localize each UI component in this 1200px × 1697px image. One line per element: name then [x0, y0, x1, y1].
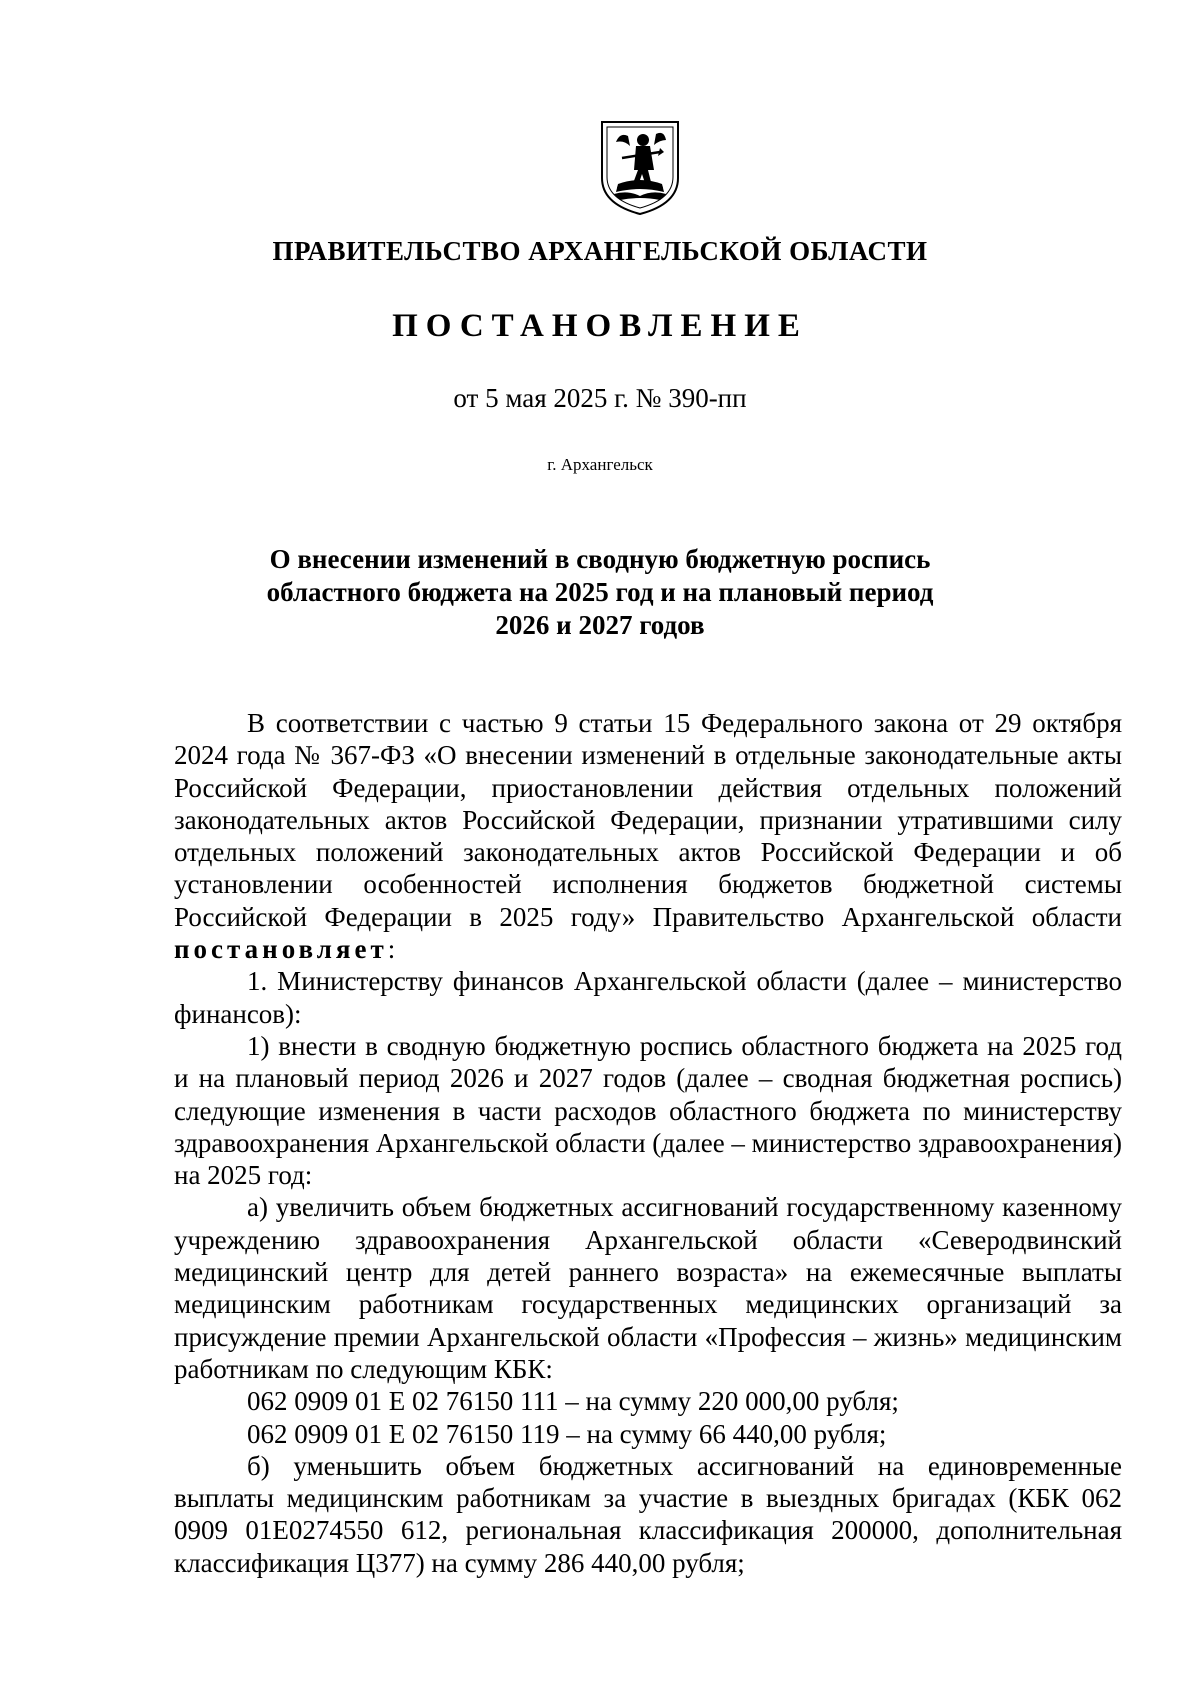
item-1-1: 1) внести в сводную бюджетную роспись областного бюджета на 2025 год и на плановый период 2026 и 2027 годов (далее – сводная бюджетная роспись) следующие изменения в части расходов областного бюджета по министерству здравоохранения Архангельской области (далее – министерство здравоохранения) на 2025 год:	[174, 1030, 1122, 1191]
kbk-line: 062 0909 01 Е 02 76150 111 – на сумму 220 000,00 рубля;	[247, 1386, 899, 1417]
organization-name: ПРАВИТЕЛЬСТВО АРХАНГЕЛЬСКОЙ ОБЛАСТИ	[272, 236, 928, 266]
date-number: от 5 мая 2025 г. № 390-пп	[453, 383, 747, 413]
preamble-text: В соответствии с частью 9 статьи 15 Федерального закона от 29 октября 2024 года № 367-ФЗ «О внесении изменений в отдельные законодательные акты Российской Федерации, приостановлении действия отдельных положений законодательных актов Российской Федерации, признании утратившими силу отдельных положений законодательных актов Российской Федерации и об установлении особенностей исполнения бюджетов бюджетной системы Российской Федерации в 2025 году» Правительство Архангельской области	[174, 708, 1122, 932]
preamble-paragraph	[174, 707, 1122, 965]
item-a: а) увеличить объем бюджетных ассигнований государственному казенному учреждению здравоохранения Архангельской области «Северодвинский медицинский центр для детей раннего возраста» на ежемесячные выплаты медицинским работникам государственных медицинских организаций за присуждение премии Архангельской области «Профессия – жизнь» медицинским работникам по следующим КБК:	[174, 1192, 1122, 1384]
city: г. Архангельск	[547, 455, 653, 474]
title-line: областного бюджета на 2025 год и на плановый период	[266, 577, 934, 607]
title-line: О внесении изменений в сводную бюджетную роспись	[269, 544, 931, 574]
title-line: 2026 и 2027 годов	[495, 610, 705, 640]
coat-of-arms-icon	[598, 118, 682, 216]
item-1: 1. Министерству финансов Архангельской области (далее – министерство финансов):	[174, 966, 1122, 1029]
item-b: б) уменьшить объем бюджетных ассигнований на единовременные выплаты медицинским работникам за участие в выездных бригадах (КБК 062 0909 01Е0274550 612, региональная классификация 200000, дополнительная классификация Ц377) на сумму 286 440,00 рубля;	[174, 1450, 1122, 1578]
decree-colon: :	[387, 934, 396, 965]
document-title	[0, 543, 1200, 642]
document-body	[174, 707, 1122, 1579]
decree-word: постановляет	[174, 934, 388, 965]
document-type: ПОСТАНОВЛЕНИЕ	[392, 308, 808, 344]
kbk-line: 062 0909 01 Е 02 76150 119 – на сумму 66 440,00 рубля;	[247, 1418, 887, 1449]
